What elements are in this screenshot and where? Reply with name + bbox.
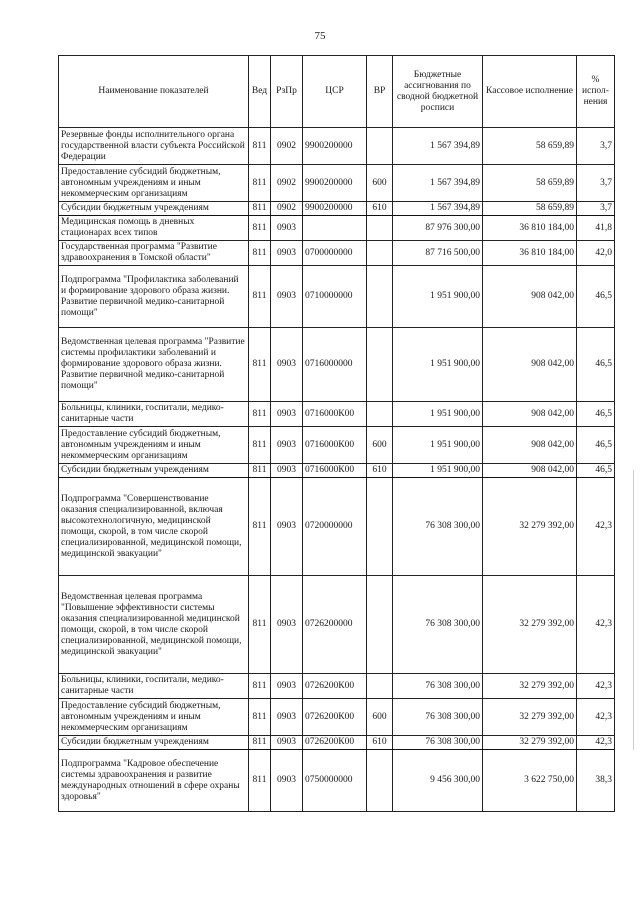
cell-csr: 0716000К00 bbox=[303, 464, 367, 478]
cell-rzpr: 0902 bbox=[271, 202, 303, 216]
header-budget: Бюджетные ассигнования по сводной бюджетной росписи bbox=[393, 56, 483, 128]
cell-budget: 1 567 394,89 bbox=[393, 128, 483, 165]
cell-pct: 46,5 bbox=[577, 464, 615, 478]
table-row bbox=[59, 576, 615, 674]
header-rzpr: РзПр bbox=[271, 56, 303, 128]
table-body bbox=[59, 128, 615, 812]
cell-ved: 811 bbox=[249, 674, 271, 699]
cell-ved: 811 bbox=[249, 750, 271, 812]
cell-vr: 600 bbox=[367, 427, 393, 464]
cell-cash: 58 659,89 bbox=[483, 202, 577, 216]
cell-csr: 0710000000 bbox=[303, 266, 367, 328]
cell-csr: 0726200000 bbox=[303, 576, 367, 674]
header-name: Наименование показателей bbox=[59, 56, 249, 128]
cell-vr: 610 bbox=[367, 464, 393, 478]
cell-pct: 46,5 bbox=[577, 328, 615, 402]
cell-pct: 46,5 bbox=[577, 402, 615, 427]
cell-cash: 908 042,00 bbox=[483, 464, 577, 478]
cell-cash: 32 279 392,00 bbox=[483, 674, 577, 699]
table-row bbox=[59, 674, 615, 699]
cell-vr bbox=[367, 128, 393, 165]
cell-cash: 36 810 184,00 bbox=[483, 241, 577, 266]
cell-name: Больницы, клиники, госпитали, медико-санитарные части bbox=[59, 674, 249, 699]
cell-name: Предоставление субсидий бюджетным, автономным учреждениям и иным некоммерческим организациям bbox=[59, 699, 249, 736]
table-row bbox=[59, 750, 615, 812]
cell-pct: 3,7 bbox=[577, 128, 615, 165]
cell-rzpr: 0903 bbox=[271, 478, 303, 576]
cell-csr: 9900200000 bbox=[303, 165, 367, 202]
cell-ved: 811 bbox=[249, 128, 271, 165]
cell-name: Подпрограмма "Совершенствование оказания специализированной, включая высокотехнологичную, медицинской помощи, скорой, в том числе скорой специализированной, медицинской помощи, медицинской эвакуации" bbox=[59, 478, 249, 576]
cell-vr bbox=[367, 266, 393, 328]
cell-budget: 1 951 900,00 bbox=[393, 402, 483, 427]
table-header-row bbox=[59, 56, 615, 128]
scan-edge-line bbox=[633, 470, 634, 750]
cell-ved: 811 bbox=[249, 165, 271, 202]
cell-pct: 42,3 bbox=[577, 699, 615, 736]
table-row bbox=[59, 328, 615, 402]
cell-cash: 32 279 392,00 bbox=[483, 478, 577, 576]
cell-cash: 908 042,00 bbox=[483, 427, 577, 464]
cell-cash: 32 279 392,00 bbox=[483, 699, 577, 736]
cell-csr: 0716000К00 bbox=[303, 402, 367, 427]
table-row bbox=[59, 699, 615, 736]
cell-pct: 46,5 bbox=[577, 427, 615, 464]
cell-csr: 0720000000 bbox=[303, 478, 367, 576]
header-cash: Кассовое исполнение bbox=[483, 56, 577, 128]
cell-name: Подпрограмма "Профилактика заболеваний и формирование здорового образа жизни. Развитие первичной медико-санитарной помощи" bbox=[59, 266, 249, 328]
budget-execution-table bbox=[58, 55, 615, 812]
cell-vr bbox=[367, 478, 393, 576]
table-row bbox=[59, 202, 615, 216]
cell-budget: 76 308 300,00 bbox=[393, 576, 483, 674]
cell-rzpr: 0903 bbox=[271, 736, 303, 750]
cell-ved: 811 bbox=[249, 202, 271, 216]
cell-vr bbox=[367, 241, 393, 266]
cell-csr: 0726200К00 bbox=[303, 674, 367, 699]
cell-name: Субсидии бюджетным учреждениям bbox=[59, 464, 249, 478]
cell-ved: 811 bbox=[249, 216, 271, 241]
cell-cash: 3 622 750,00 bbox=[483, 750, 577, 812]
cell-budget: 87 716 500,00 bbox=[393, 241, 483, 266]
cell-name: Субсидии бюджетным учреждениям bbox=[59, 202, 249, 216]
cell-ved: 811 bbox=[249, 576, 271, 674]
cell-csr: 9900200000 bbox=[303, 202, 367, 216]
cell-pct: 41,8 bbox=[577, 216, 615, 241]
table-row bbox=[59, 128, 615, 165]
cell-rzpr: 0903 bbox=[271, 328, 303, 402]
cell-rzpr: 0903 bbox=[271, 750, 303, 812]
cell-name: Ведомственная целевая программа "Повышение эффективности системы оказания специализированной медицинской помощи, скорой, в том числе скорой специализированной, медицинской помощи, медицинской эвакуации" bbox=[59, 576, 249, 674]
cell-pct: 46,5 bbox=[577, 266, 615, 328]
cell-name: Больницы, клиники, госпитали, медико-санитарные части bbox=[59, 402, 249, 427]
cell-csr: 9900200000 bbox=[303, 128, 367, 165]
cell-ved: 811 bbox=[249, 241, 271, 266]
cell-ved: 811 bbox=[249, 736, 271, 750]
cell-name: Ведомственная целевая программа "Развитие системы профилактики заболеваний и формирование здорового образа жизни. Развитие первичной медико-санитарной помощи" bbox=[59, 328, 249, 402]
cell-vr bbox=[367, 402, 393, 427]
cell-name: Субсидии бюджетным учреждениям bbox=[59, 736, 249, 750]
cell-cash: 908 042,00 bbox=[483, 328, 577, 402]
cell-pct: 42,3 bbox=[577, 736, 615, 750]
cell-cash: 58 659,89 bbox=[483, 165, 577, 202]
cell-vr bbox=[367, 576, 393, 674]
cell-budget: 87 976 300,00 bbox=[393, 216, 483, 241]
cell-vr: 600 bbox=[367, 165, 393, 202]
table-row bbox=[59, 216, 615, 241]
cell-vr bbox=[367, 750, 393, 812]
page-number: 75 bbox=[314, 30, 326, 42]
table-row bbox=[59, 402, 615, 427]
cell-pct: 42,3 bbox=[577, 674, 615, 699]
table-row bbox=[59, 266, 615, 328]
cell-budget: 1 951 900,00 bbox=[393, 427, 483, 464]
cell-rzpr: 0903 bbox=[271, 427, 303, 464]
cell-name: Предоставление субсидий бюджетным, автономным учреждениям и иным некоммерческим организациям bbox=[59, 427, 249, 464]
cell-rzpr: 0903 bbox=[271, 241, 303, 266]
cell-budget: 1 951 900,00 bbox=[393, 266, 483, 328]
cell-csr: 0716000К00 bbox=[303, 427, 367, 464]
cell-budget: 76 308 300,00 bbox=[393, 674, 483, 699]
header-ved: Вед bbox=[249, 56, 271, 128]
cell-pct: 42,3 bbox=[577, 576, 615, 674]
cell-pct: 3,7 bbox=[577, 202, 615, 216]
cell-rzpr: 0903 bbox=[271, 266, 303, 328]
cell-ved: 811 bbox=[249, 427, 271, 464]
cell-cash: 36 810 184,00 bbox=[483, 216, 577, 241]
table-row bbox=[59, 736, 615, 750]
header-vr: ВР bbox=[367, 56, 393, 128]
cell-name: Государственная программа "Развитие здравоохранения в Томской области" bbox=[59, 241, 249, 266]
cell-ved: 811 bbox=[249, 402, 271, 427]
cell-name: Резервные фонды исполнительного органа государственной власти субъекта Российской Федерации bbox=[59, 128, 249, 165]
cell-budget: 1 567 394,89 bbox=[393, 202, 483, 216]
cell-rzpr: 0903 bbox=[271, 216, 303, 241]
cell-ved: 811 bbox=[249, 328, 271, 402]
cell-rzpr: 0903 bbox=[271, 674, 303, 699]
cell-vr bbox=[367, 216, 393, 241]
cell-csr: 0726200К00 bbox=[303, 699, 367, 736]
cell-name: Предоставление субсидий бюджетным, автономным учреждениям и иным некоммерческим организациям bbox=[59, 165, 249, 202]
cell-cash: 58 659,89 bbox=[483, 128, 577, 165]
cell-cash: 908 042,00 bbox=[483, 402, 577, 427]
cell-vr: 600 bbox=[367, 699, 393, 736]
table-row bbox=[59, 478, 615, 576]
table-row bbox=[59, 464, 615, 478]
cell-rzpr: 0902 bbox=[271, 128, 303, 165]
cell-vr: 610 bbox=[367, 202, 393, 216]
cell-rzpr: 0903 bbox=[271, 699, 303, 736]
table-row bbox=[59, 241, 615, 266]
table-row bbox=[59, 427, 615, 464]
cell-csr: 0700000000 bbox=[303, 241, 367, 266]
cell-csr bbox=[303, 216, 367, 241]
cell-csr: 0726200К00 bbox=[303, 736, 367, 750]
cell-rzpr: 0903 bbox=[271, 576, 303, 674]
cell-vr bbox=[367, 328, 393, 402]
cell-rzpr: 0903 bbox=[271, 464, 303, 478]
header-pct: % испол-нения bbox=[577, 56, 615, 128]
cell-cash: 32 279 392,00 bbox=[483, 576, 577, 674]
cell-budget: 76 308 300,00 bbox=[393, 478, 483, 576]
cell-csr: 0750000000 bbox=[303, 750, 367, 812]
cell-budget: 1 951 900,00 bbox=[393, 464, 483, 478]
cell-pct: 38,3 bbox=[577, 750, 615, 812]
cell-budget: 1 951 900,00 bbox=[393, 328, 483, 402]
cell-rzpr: 0902 bbox=[271, 165, 303, 202]
cell-pct: 3,7 bbox=[577, 165, 615, 202]
cell-csr: 0716000000 bbox=[303, 328, 367, 402]
cell-name: Подпрограмма "Кадровое обеспечение системы здравоохранения и развитие международных отношений в сфере охраны здоровья" bbox=[59, 750, 249, 812]
cell-rzpr: 0903 bbox=[271, 402, 303, 427]
cell-ved: 811 bbox=[249, 464, 271, 478]
cell-budget: 9 456 300,00 bbox=[393, 750, 483, 812]
cell-vr: 610 bbox=[367, 736, 393, 750]
table-row bbox=[59, 165, 615, 202]
cell-vr bbox=[367, 674, 393, 699]
cell-budget: 1 567 394,89 bbox=[393, 165, 483, 202]
cell-ved: 811 bbox=[249, 699, 271, 736]
cell-budget: 76 308 300,00 bbox=[393, 699, 483, 736]
cell-budget: 76 308 300,00 bbox=[393, 736, 483, 750]
cell-ved: 811 bbox=[249, 478, 271, 576]
cell-cash: 908 042,00 bbox=[483, 266, 577, 328]
cell-cash: 32 279 392,00 bbox=[483, 736, 577, 750]
cell-pct: 42,3 bbox=[577, 478, 615, 576]
cell-name: Медицинская помощь в дневных стационарах всех типов bbox=[59, 216, 249, 241]
cell-pct: 42,0 bbox=[577, 241, 615, 266]
header-csr: ЦСР bbox=[303, 56, 367, 128]
cell-ved: 811 bbox=[249, 266, 271, 328]
